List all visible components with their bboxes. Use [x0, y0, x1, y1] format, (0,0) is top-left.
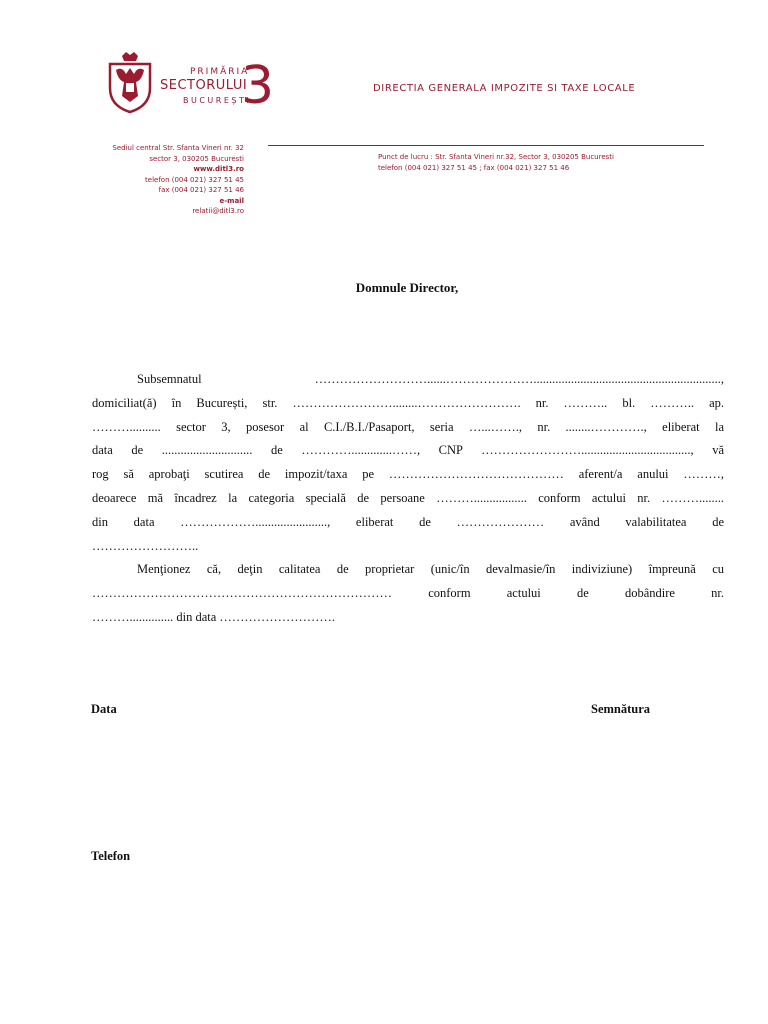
salutation: Domnule Director,: [355, 280, 459, 295]
email-link[interactable]: relatii@ditl3.ro: [192, 207, 244, 215]
address-line: Punct de lucru : Str. Sfanta Vineri nr.32, Sector 3, 030205 Bucuresti: [378, 153, 614, 161]
signature-label: Semnătura: [591, 702, 651, 716]
office-address: [378, 152, 614, 173]
brand-line-sectorului: SECTORULUI: [160, 78, 248, 93]
headquarters-address: [112, 143, 244, 217]
body-line: ……….............. din data ……………………….: [92, 609, 336, 624]
body-line: data de ............................. de ………….............……, CNP ……………………..................................., vă: [92, 443, 724, 458]
body-line: domiciliat(ă) în București, str. ……………………........……………………. nr. ……….. bl. ……….. ap.: [92, 395, 724, 410]
body-line: Subsemnatul ………………………......…………………............................................................,: [137, 372, 724, 386]
body-line: ……….......... sector 3, posesor al C.I./B.I./Pasaport, seria …...……., nr. ........…………., eliberat la: [92, 419, 724, 434]
coat-of-arms-icon: [104, 50, 156, 114]
fax-line: fax (004 021) 327 51 46: [158, 186, 244, 194]
department-title: DIRECTIA GENERALA IMPOZITE SI TAXE LOCALE: [373, 83, 636, 94]
address-line: Sediul central Str. Sfanta Vineri nr. 32: [112, 144, 244, 152]
brand-line-primaria: PRIMĂRIA: [190, 67, 250, 77]
ownership-paragraph: [92, 558, 724, 629]
body-line: din data ………………......................., eliberat de ………………… având valabilitatea de: [92, 514, 724, 529]
phone-label: Telefon: [91, 849, 131, 863]
body-line: deoarece mă încadrez la categoria specială de persoane ………................. conform actului nr. ………........: [92, 490, 724, 505]
body-line: ……………………..: [92, 538, 199, 553]
header-divider: [268, 145, 704, 146]
body-line: rog să aprobaţi scutirea de impozit/taxa pe …………………………………… aferent/a anului ………,: [92, 467, 724, 482]
website-link[interactable]: www.ditl3.ro: [193, 165, 244, 173]
body-line: Menţionez că, deţin calitatea de proprietar (unic/în devalmasie/în indiviziune) împreună cu: [137, 562, 724, 577]
body-line: ……………………………………………………………… conform actului de dobândire nr.: [92, 586, 724, 601]
phone-line: telefon (004 021) 327 51 45: [145, 175, 244, 184]
email-label: e-mail: [219, 196, 244, 205]
letter-body: [92, 368, 724, 630]
brand-number: 3: [241, 56, 275, 116]
request-paragraph: [92, 368, 724, 558]
brand-line-bucuresti: BUCUREȘTI: [183, 96, 252, 105]
address-line: sector 3, 030205 Bucuresti: [149, 154, 244, 163]
date-label: Data: [91, 702, 117, 716]
phone-fax-line: telefon (004 021) 327 51 45 ; fax (004 021) 327 51 46: [378, 163, 570, 172]
